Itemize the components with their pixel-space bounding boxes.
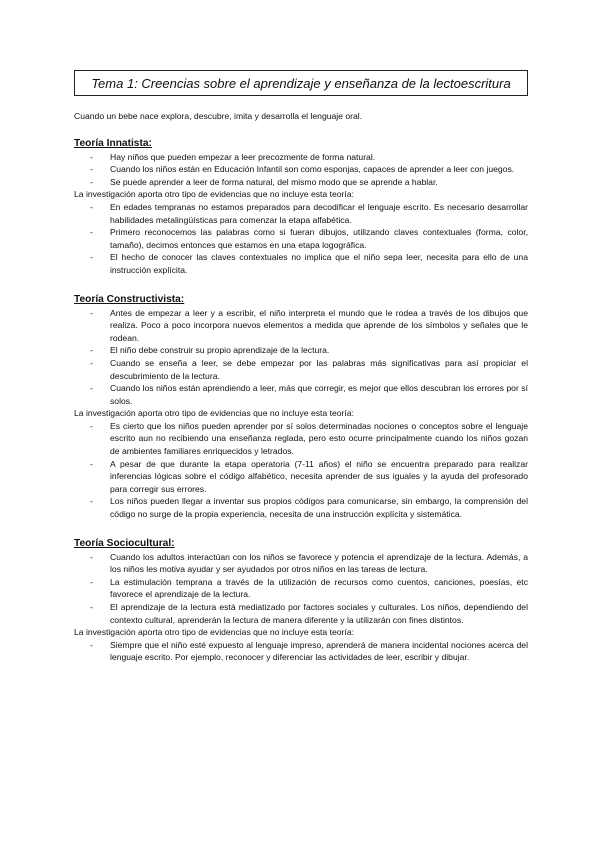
intro-paragraph: Cuando un bebe nace explora, descubre, imita y desarrolla el lenguaje oral. (74, 111, 363, 121)
list-item-text: El hecho de conocer las claves contextuales no implica que el niño sepa leer, necesita para ello de una instrucción explícita. (110, 252, 528, 275)
bullet-dash: - (90, 496, 93, 507)
theory-section (74, 537, 528, 664)
section-heading: Teoría Constructivista: (74, 293, 185, 305)
list-item-text: Antes de empezar a leer y a escribir, el niño interpreta el mundo que le rodea a través de los dibujos que realiza. Poco a poco incorpora nuevos elementos a medida que aprende de los símbolos y señales que le rodean. (110, 307, 528, 343)
document-page (74, 70, 528, 664)
theory-section (74, 137, 528, 277)
section-heading: Teoría Sociocultural: (74, 537, 175, 549)
theory-bullet-list (74, 151, 528, 189)
list-item-text: Siempre que el niño esté expuesto al lenguaje impreso, aprenderá de manera incidental nociones acerca del lenguaje escrito. Por ejemplo, reconocer y diferenciar las actividades de leer, escribir y dibujar. (110, 639, 528, 663)
list-item-text: El aprendizaje de la lectura está mediatizado por factores sociales y culturales. Los niños, dependiendo del contexto cultural, aprenderán la lectura de manera diferente y la utilizarán con fines distintos. (110, 602, 528, 625)
list-item-text: Cuando los niños están aprendiendo a leer, más que corregir, es mejor que ellos descubran los errores por sí solos. (110, 383, 528, 406)
evidence-intro: La investigación aporta otro tipo de evidencias que no incluye esta teoría: (74, 189, 354, 200)
list-item-text: Los niños pueden llegar a inventar sus propios códigos para comunicarse, sin embargo, la comprensión del código no surge de la propia experiencia, necesita de una instrucción explícita y sistemática. (110, 496, 528, 520)
list-item (74, 551, 528, 576)
evidence-intro: La investigación aporta otro tipo de evidencias que no incluye esta teoría: (74, 627, 354, 638)
theory-section (74, 293, 528, 521)
bullet-dash: - (90, 458, 93, 469)
list-item-text: Cuando se enseña a leer, se debe empezar por las palabras más significativas para así propiciar el descubrimiento de la lectura. (110, 357, 528, 381)
bullet-dash: - (90, 201, 93, 212)
theory-bullet-list (74, 307, 528, 408)
bullet-dash: - (90, 576, 93, 587)
list-item-text: Primero reconocemos las palabras como si fueran dibujos, utilizando claves contextuales (forma, color, tamaño), decimos entonces que estamos en una etapa logográfica. (110, 227, 528, 250)
list-item (74, 576, 528, 601)
list-item (74, 201, 528, 226)
list-item (74, 601, 528, 626)
bullet-dash: - (90, 164, 93, 175)
list-item (74, 307, 528, 345)
list-item (74, 226, 528, 251)
bullet-dash: - (90, 602, 93, 612)
bullet-dash: - (90, 151, 93, 162)
bullet-dash: - (90, 345, 93, 356)
theory-bullet-list (74, 551, 528, 627)
evidence-intro: La investigación aporta otro tipo de evidencias que no incluye esta teoría: (74, 408, 354, 419)
list-item-text: A pesar de que durante la etapa operatoria (7-11 años) el niño se encuentra preparado para realizar inferencias lógicas sobre el código alfabético, necesita aprender de sus iguales y la ayuda del profesorado para corregir sus errores. (110, 458, 528, 494)
sections-container (74, 137, 528, 664)
evidence-bullet-list (74, 639, 528, 664)
list-item-text: Hay niños que pueden empezar a leer precozmente de forma natural. (110, 151, 376, 162)
list-item-text: Es cierto que los niños pueden aprender por sí solos determinadas nociones o conceptos sobre el lenguaje escrito aun no recibiendo una enseñanza reglada, pero esto ocurre principalmente cuando los niños gozan de ambientes familiares enriquecidos y letrados. (110, 420, 528, 457)
list-item (74, 458, 528, 496)
bullet-dash: - (90, 383, 93, 394)
bullet-dash: - (90, 357, 93, 368)
list-item (74, 639, 528, 664)
list-item (74, 163, 528, 176)
list-item-text: Se puede aprender a leer de forma natural, del mismo modo que se aprende a hablar. (110, 176, 438, 187)
list-item (74, 357, 528, 382)
bullet-dash: - (90, 252, 93, 263)
document-title-box (74, 70, 528, 96)
list-item-text: La estimulación temprana a través de la utilización de recursos como cuentos, canciones, poesías, etc favorece el aprendizaje de la lectura. (110, 576, 528, 600)
list-item (74, 382, 528, 407)
bullet-dash: - (90, 639, 93, 650)
list-item (74, 495, 528, 520)
bullet-dash: - (90, 551, 93, 562)
list-item (74, 420, 528, 458)
bullet-dash: - (90, 176, 93, 187)
list-item (74, 251, 528, 276)
bullet-dash: - (90, 307, 93, 318)
bullet-dash: - (90, 227, 93, 238)
section-heading: Teoría Innatista: (74, 137, 152, 149)
list-item-text: En edades tempranas no estamos preparados para decodificar el lenguaje escrito. Es necesario desarrollar habilidades metalingüísticas para comenzar la etapa alfabética. (110, 201, 528, 225)
list-item-text: Cuando los niños están en Educación Infantil son como esponjas, capaces de aprender a leer con juegos. (110, 164, 515, 175)
document-title: Tema 1: Creencias sobre el aprendizaje y enseñanza de la lectoescritura (91, 76, 511, 91)
list-item (74, 151, 528, 164)
bullet-dash: - (90, 420, 93, 431)
list-item (74, 176, 528, 189)
list-item-text: El niño debe construir su propio aprendizaje de la lectura. (110, 345, 330, 356)
list-item-text: Cuando los adultos interactúan con los niños se favorece y potencia el aprendizaje de la lectura. Además, a los niños les motiva ayudar y ser ayudados por otros niños en las tareas de lectura. (110, 551, 528, 575)
list-item (74, 344, 528, 357)
evidence-bullet-list (74, 201, 528, 277)
evidence-bullet-list (74, 420, 528, 521)
